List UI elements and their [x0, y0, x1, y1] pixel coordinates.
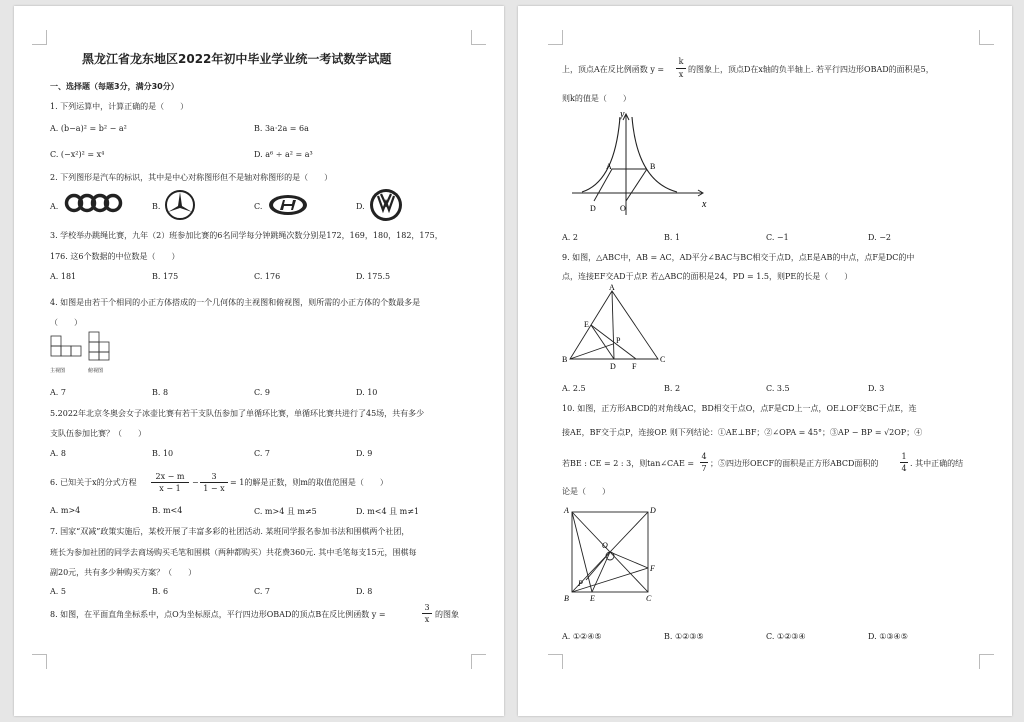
- q10-fraction2-numerator: 1: [901, 452, 907, 461]
- q10-square-figure: [562, 504, 662, 604]
- top-view-label: 俯视图: [88, 368, 104, 374]
- q8-label-a: A: [606, 162, 612, 171]
- q8-fraction-numerator: 3: [424, 603, 430, 612]
- q6-minus: −: [192, 478, 199, 487]
- q9-label-p: P: [616, 336, 621, 345]
- q10-fraction2-denominator: 4: [901, 464, 907, 473]
- front-view-figure: [50, 336, 84, 360]
- q10-stem-line3-end: . 其中正确的结: [910, 459, 964, 468]
- q10-fraction1-numerator: 4: [701, 452, 707, 461]
- page-title: 黑龙江省龙东地区2022年初中毕业学业统一考试数学试题: [82, 52, 392, 66]
- q2-option-a: A.: [50, 202, 59, 211]
- q6-fraction2-numerator: 3: [211, 472, 217, 481]
- document-page-2: [518, 6, 1012, 716]
- corner-mark: [548, 30, 563, 45]
- q4-option-c: C. 9: [254, 388, 271, 397]
- corner-mark: [471, 654, 486, 669]
- q9-label-d: D: [610, 362, 616, 371]
- q6-stem-start: 6. 已知关于x的分式方程: [50, 478, 137, 487]
- q2-stem: 2. 下列图形是汽车的标识，其中是中心对称图形但不是轴对称图形的是（ ）: [50, 173, 333, 182]
- q8-line2: 则k的值是（ ）: [562, 94, 631, 103]
- q8-option-b: B. 1: [664, 233, 681, 242]
- q2-option-b: B.: [152, 202, 161, 211]
- corner-mark: [471, 30, 486, 45]
- q9-label-f: F: [632, 362, 637, 371]
- q8-fraction-denominator: x: [424, 615, 430, 624]
- q7-option-c: C. 7: [254, 587, 271, 596]
- audi-logo-icon: [64, 192, 124, 214]
- q10-option-a: A. ①②④⑤: [562, 632, 602, 641]
- q7-stem-line2: 班长为参加社团的同学去商场购买毛笔和围棋（两种都购买）共花费360元. 其中毛笔每支15元，围棋每: [50, 548, 417, 557]
- q1-option-c: C. (−x²)² = x⁴: [50, 150, 105, 159]
- q1-stem: 1. 下列运算中，计算正确的是（ ）: [50, 102, 189, 111]
- q2-option-d: D.: [356, 202, 365, 211]
- q10-label-c: C: [646, 594, 652, 603]
- q1-option-a: A. (b−a)² = b² − a²: [50, 124, 127, 133]
- q1-option-d: D. a⁶ ÷ a² = a³: [254, 150, 313, 159]
- q6-fraction1-numerator: 2x − m: [155, 472, 185, 481]
- q3-option-a: A. 181: [50, 272, 77, 281]
- q8-label-y: y: [620, 109, 625, 120]
- q6-option-d: D. m<4 且 m≠1: [356, 507, 420, 516]
- q4-stem-line2: （ ）: [50, 318, 82, 327]
- q10-fraction1-denominator: 7: [701, 464, 707, 473]
- q8-label-x: x: [702, 199, 707, 210]
- q4-option-d: D. 10: [356, 388, 378, 397]
- q6-stem-end: = 1的解是正数，则m的取值范围是（ ）: [230, 478, 388, 487]
- top-view-figure: [88, 332, 110, 362]
- q4-option-b: B. 8: [152, 388, 169, 397]
- q9-label-e: E: [584, 320, 589, 329]
- q8-line1-start: 上，顶点A在反比例函数 y =: [562, 65, 665, 74]
- q6-fraction1-denominator: x − 1: [159, 484, 181, 493]
- q7-option-a: A. 5: [50, 587, 66, 596]
- document-page-1: [14, 6, 504, 716]
- q9-label-b: B: [562, 355, 568, 364]
- corner-mark: [979, 654, 994, 669]
- q5-option-b: B. 10: [152, 449, 174, 458]
- q9-stem-line1: 9. 如图，△ABC中，AB = AC，AD平分∠BAC与BC相交于点D，点E是AB的中点，点F是DC的中: [562, 253, 915, 262]
- q10-option-c: C. ①②③④: [766, 632, 806, 641]
- q5-stem-line2: 支队伍参加比赛？（ ）: [50, 429, 146, 438]
- q4-option-a: A. 7: [50, 388, 66, 397]
- q8-option-a: A. 2: [562, 233, 578, 242]
- q8-label-d: D: [590, 204, 596, 213]
- q6-fraction2-denominator: 1 − x: [203, 484, 225, 493]
- hyundai-logo-icon: [268, 194, 308, 216]
- q9-stem-line2: 点，连接EF交AD于点P. 若△ABC的面积是24，PD = 1.5，则PE的长是（ ）: [562, 272, 853, 281]
- q10-label-b: B: [564, 594, 569, 603]
- q8-option-c: C. −1: [766, 233, 789, 242]
- q10-stem-line3-mid: ；⑤四边形OECF的面积是正方形ABCD面积的: [710, 459, 879, 468]
- q5-option-a: A. 8: [50, 449, 66, 458]
- q10-label-a: A: [564, 506, 569, 515]
- q5-option-c: C. 7: [254, 449, 271, 458]
- q6-option-a: A. m>4: [50, 506, 81, 515]
- q8-label-b: B: [650, 162, 656, 171]
- corner-mark: [32, 30, 47, 45]
- q9-label-c: C: [660, 355, 666, 364]
- q5-option-d: D. 9: [356, 449, 373, 458]
- q5-stem-line1: 5.2022年北京冬奥会女子冰壶比赛有若干支队伍参加了单循环比赛，单循环比赛共进行了45场，共有多少: [50, 409, 425, 418]
- mercedes-logo-icon: [164, 189, 196, 221]
- q8-stem-start: 8. 如图，在平面直角坐标系中，点O为坐标原点，平行四边形OBAD的顶点B在反比例函数 y =: [50, 610, 386, 619]
- q9-option-c: C. 3.5: [766, 384, 790, 393]
- corner-mark: [548, 654, 563, 669]
- q9-option-d: D. 3: [868, 384, 885, 393]
- q8-line1-end: 的图象上，顶点D在x轴的负半轴上. 若平行四边形OBAD的面积是5，: [688, 65, 934, 74]
- corner-mark: [979, 30, 994, 45]
- q6-option-c: C. m>4 且 m≠5: [254, 507, 317, 516]
- corner-mark: [32, 654, 47, 669]
- volkswagen-logo-icon: [369, 188, 403, 222]
- q9-label-a: A: [609, 283, 615, 292]
- q10-label-p: P: [578, 579, 583, 588]
- q10-stem-line3-start: 若BE : CE = 2 : 3，则tan∠CAE =: [562, 459, 695, 468]
- q3-option-c: C. 176: [254, 272, 281, 281]
- q3-stem-line1: 3. 学校举办跳绳比赛，九年（2）班参加比赛的6名同学每分钟跳绳次数分别是172，169，180，182，175，: [50, 231, 443, 240]
- q1-option-b: B. 3a·2a = 6a: [254, 124, 309, 133]
- front-view-label: 主视图: [50, 368, 66, 374]
- q10-label-e: E: [590, 594, 595, 603]
- q3-option-b: B. 175: [152, 272, 179, 281]
- q10-stem-line4: 论是（ ）: [562, 487, 610, 496]
- q8-k-fraction-numerator: k: [678, 57, 684, 66]
- q10-option-b: B. ①②③⑤: [664, 632, 704, 641]
- q10-label-d: D: [650, 506, 656, 515]
- section-heading: 一、选择题（每题3分，满分30分）: [50, 82, 179, 91]
- q9-triangle-figure: [562, 283, 672, 371]
- q10-label-o: O: [602, 541, 608, 550]
- q9-option-b: B. 2: [664, 384, 681, 393]
- q8-option-d: D. −2: [868, 233, 892, 242]
- q9-option-a: A. 2.5: [562, 384, 586, 393]
- q7-stem-line3: 副20元，共有多少种购买方案？（ ）: [50, 568, 197, 577]
- q10-option-d: D. ①③④⑤: [868, 632, 908, 641]
- q4-stem-line1: 4. 如图是由若干个相同的小正方体搭成的一个几何体的主视图和俯视图，则所需的小正方体的个数最多是: [50, 298, 421, 307]
- q10-label-f: F: [650, 564, 655, 573]
- q2-option-c: C.: [254, 202, 263, 211]
- q3-stem-line2: 176. 这6个数据的中位数是（ ）: [50, 252, 180, 261]
- q6-option-b: B. m<4: [152, 506, 183, 515]
- q10-stem-line2: 接AE，BF交于点P，连接OP. 则下列结论：①AE⊥BF；②∠OPA = 45°；③AP − BP = √2OP；④: [562, 428, 923, 437]
- q7-option-b: B. 6: [152, 587, 169, 596]
- q8-stem-end: 的图象: [435, 610, 459, 619]
- q10-stem-line1: 10. 如图，正方形ABCD的对角线AC，BD相交于点O，点F是CD上一点，OE⊥OF交BC于点E，连: [562, 404, 917, 413]
- q8-k-fraction-denominator: x: [678, 70, 684, 79]
- q7-option-d: D. 8: [356, 587, 373, 596]
- q8-hyperbola-figure: [562, 109, 712, 219]
- q8-label-o: O: [620, 204, 626, 213]
- q7-stem-line1: 7. 国家“双减”政策实施后，某校开展了丰富多彩的社团活动. 某班同学报名参加书法和围棋两个社团，: [50, 527, 410, 536]
- q3-option-d: D. 175.5: [356, 272, 391, 281]
